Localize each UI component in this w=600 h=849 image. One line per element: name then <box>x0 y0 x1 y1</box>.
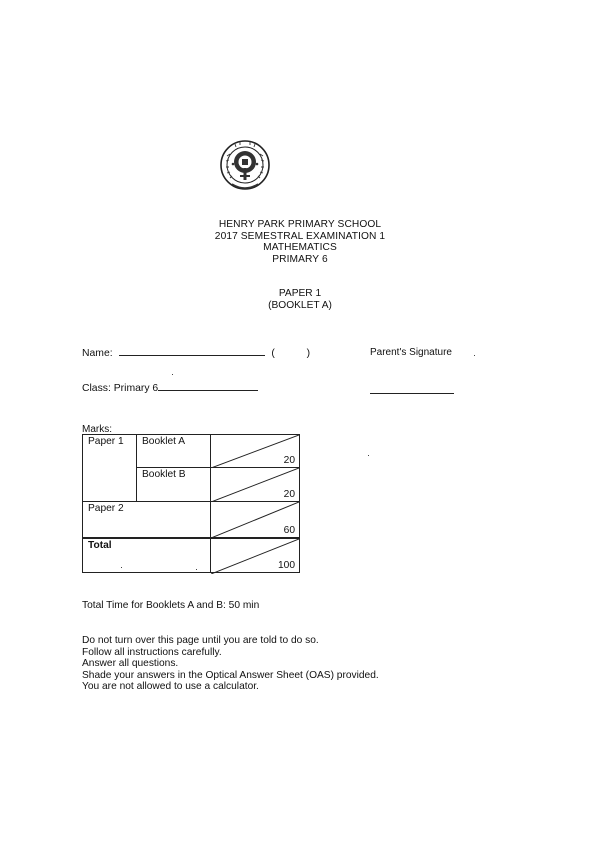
booklet-a-score-cell[interactable] <box>211 435 300 468</box>
booklet-b-score-cell[interactable] <box>211 468 300 502</box>
exam-header <box>0 219 600 265</box>
instructions-list <box>82 635 379 693</box>
table-row <box>83 538 300 573</box>
index-open-paren: ( <box>271 348 275 359</box>
level-title: PRIMARY 6 <box>272 253 328 265</box>
table-row <box>83 435 300 468</box>
booklet-a-label: Booklet A <box>142 436 186 447</box>
class-label: Class: Primary 6 <box>82 383 159 394</box>
name-line[interactable] <box>119 345 265 356</box>
scan-speck <box>474 355 475 356</box>
total-score-cell[interactable] <box>211 538 300 573</box>
paper-title: PAPER 1 <box>278 288 322 299</box>
instruction-line: You are not allowed to use a calculator. <box>82 681 259 693</box>
marks-table <box>82 434 300 573</box>
instruction-line: Do not turn over this page until you are told to do so. <box>82 635 319 646</box>
paper-heading <box>0 288 600 311</box>
paper1-label-cell <box>83 435 137 502</box>
index-close-paren: ) <box>306 348 311 359</box>
scan-speck <box>172 374 173 375</box>
paper2-label: Paper 2 <box>88 503 124 514</box>
booklet-b-total: 20 <box>283 489 295 500</box>
paper2-score-cell[interactable] <box>211 502 300 538</box>
paper2-label-cell <box>83 502 211 538</box>
class-field[interactable] <box>82 380 258 394</box>
booklet-title: (BOOKLET A) <box>268 299 332 311</box>
instruction-line: Follow all instructions carefully. <box>82 646 222 658</box>
instruction-line: Shade your answers in the Optical Answer Sheet (OAS) provided. <box>82 669 379 681</box>
school-crest-logo <box>219 134 271 198</box>
total-total: 100 <box>278 560 295 571</box>
instruction-line: Answer all questions. <box>82 658 179 670</box>
scan-speck <box>121 567 122 568</box>
paper2-total: 60 <box>283 524 295 536</box>
table-row <box>83 502 300 538</box>
class-line[interactable] <box>158 380 258 391</box>
name-label: Name: <box>82 348 113 359</box>
scan-speck <box>196 569 197 570</box>
name-field[interactable] <box>82 345 310 359</box>
booklet-a-label-cell <box>137 435 211 468</box>
parent-signature-line[interactable] <box>370 393 454 394</box>
booklet-a-total: 20 <box>283 455 295 466</box>
school-name: HENRY PARK PRIMARY SCHOOL <box>218 219 382 230</box>
exam-title: 2017 SEMESTRAL EXAMINATION 1 <box>214 230 386 242</box>
marks-label: Marks: <box>82 424 112 435</box>
booklet-b-label: Booklet B <box>142 469 186 480</box>
total-label: Total <box>88 539 112 551</box>
booklet-b-label-cell <box>137 468 211 502</box>
subject-title: MATHEMATICS <box>263 242 337 253</box>
parent-signature-label: Parent's Signature <box>370 347 452 358</box>
scan-speck <box>368 455 369 456</box>
paper1-label: Paper 1 <box>88 436 124 447</box>
total-time: Total Time for Booklets A and B: 50 min <box>82 600 260 611</box>
total-label-cell <box>83 538 211 573</box>
